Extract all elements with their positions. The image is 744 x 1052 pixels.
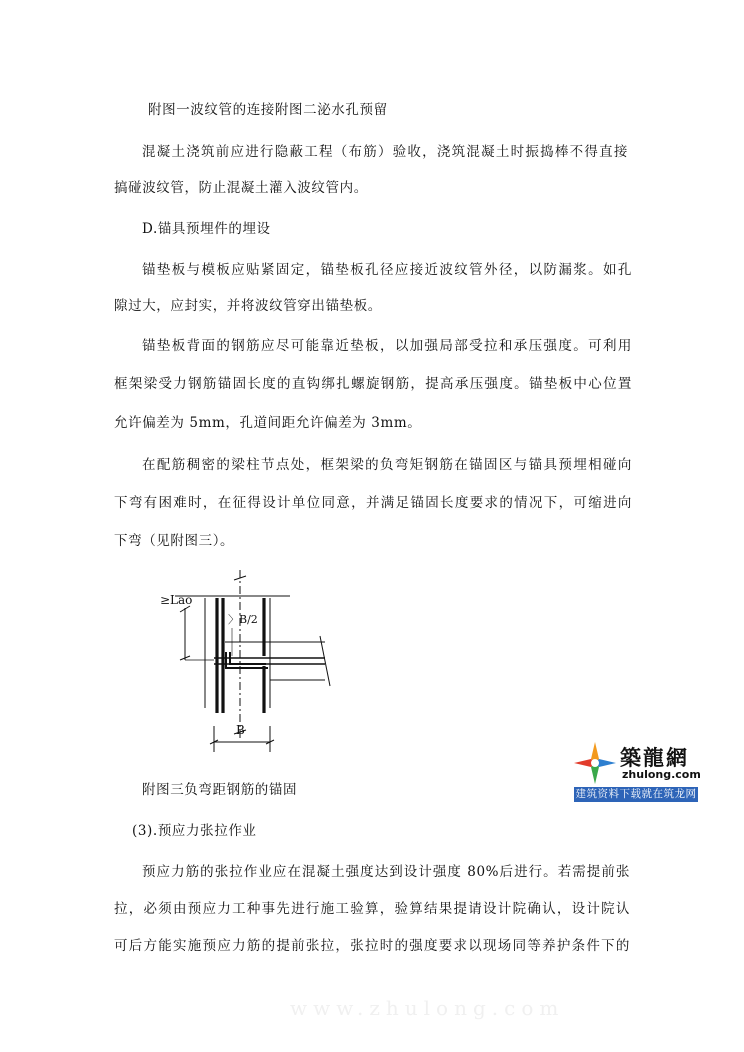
paragraph-text: 下弯有困难时，在征得设计单位同意，并满足锚固长度要求的情况下，可缩进向 <box>114 495 632 511</box>
logo-banner: 建筑资料下载就在筑龙网 <box>575 788 697 800</box>
label-half-b: 〉B/2 <box>228 613 258 626</box>
paragraph-text: 框架梁受力钢筋锚固长度的直钩绑扎螺旋钢筋，提高承压强度。锚垫板中心位置 <box>114 376 632 392</box>
section-heading: (3).预应力张拉作业 <box>132 823 257 839</box>
label-b: B <box>236 723 245 737</box>
logo-url: zhulong.com <box>622 768 701 781</box>
paragraph-text: 搞碰波纹管，防止混凝土灌入波纹管内。 <box>114 180 368 196</box>
figure-caption-3: 附图三负弯距钢筋的锚固 <box>142 782 298 798</box>
paragraph-text: 可后方能实施预应力筋的提前张拉，张拉时的强度要求以现场同等养护条件下的 <box>114 938 630 954</box>
paragraph-text: 锚垫板背面的钢筋应尽可能靠近垫板，以加强局部受拉和承压强度。可利用 <box>142 338 632 354</box>
paragraph-text: 下弯（见附图三）。 <box>114 533 235 549</box>
paragraph-text: 混凝土浇筑前应进行隐蔽工程（布筋）验收，浇筑混凝土时振捣棒不得直接 <box>142 144 628 160</box>
zhulong-watermark-logo <box>572 738 700 804</box>
paragraph-text: 在配筋稠密的梁柱节点处，框架梁的负弯矩钢筋在锚固区与锚具预埋相碰向 <box>142 457 632 473</box>
label-anchorage-length: ≥Lao <box>160 593 193 607</box>
figure-captions-1-2: 附图一波纹管的连接附图二泌水孔预留 <box>148 102 388 118</box>
paragraph-text: 允许偏差为 5mm，孔道间距允许偏差为 3mm。 <box>114 415 422 431</box>
faint-footer-watermark: www.zhulong.com <box>290 996 565 1020</box>
subheading: D.锚具预埋件的埋设 <box>142 221 271 237</box>
paragraph-text: 隙过大，应封实，并将波纹管穿出锚垫板。 <box>114 298 382 314</box>
logo-title: 築龍網 <box>620 745 689 770</box>
star-burst-icon <box>572 740 618 786</box>
paragraph-text: 锚垫板与模板应贴紧固定，锚垫板孔径应接近波纹管外径，以防漏浆。如孔 <box>142 262 632 278</box>
rebar-anchorage-diagram <box>160 568 360 768</box>
paragraph-text: 拉，必须由预应力工种事先进行施工验算，验算结果提请设计院确认，设计院认 <box>114 901 630 917</box>
paragraph-text: 预应力筋的张拉作业应在混凝土强度达到设计强度 80%后进行。若需提前张 <box>142 864 630 880</box>
